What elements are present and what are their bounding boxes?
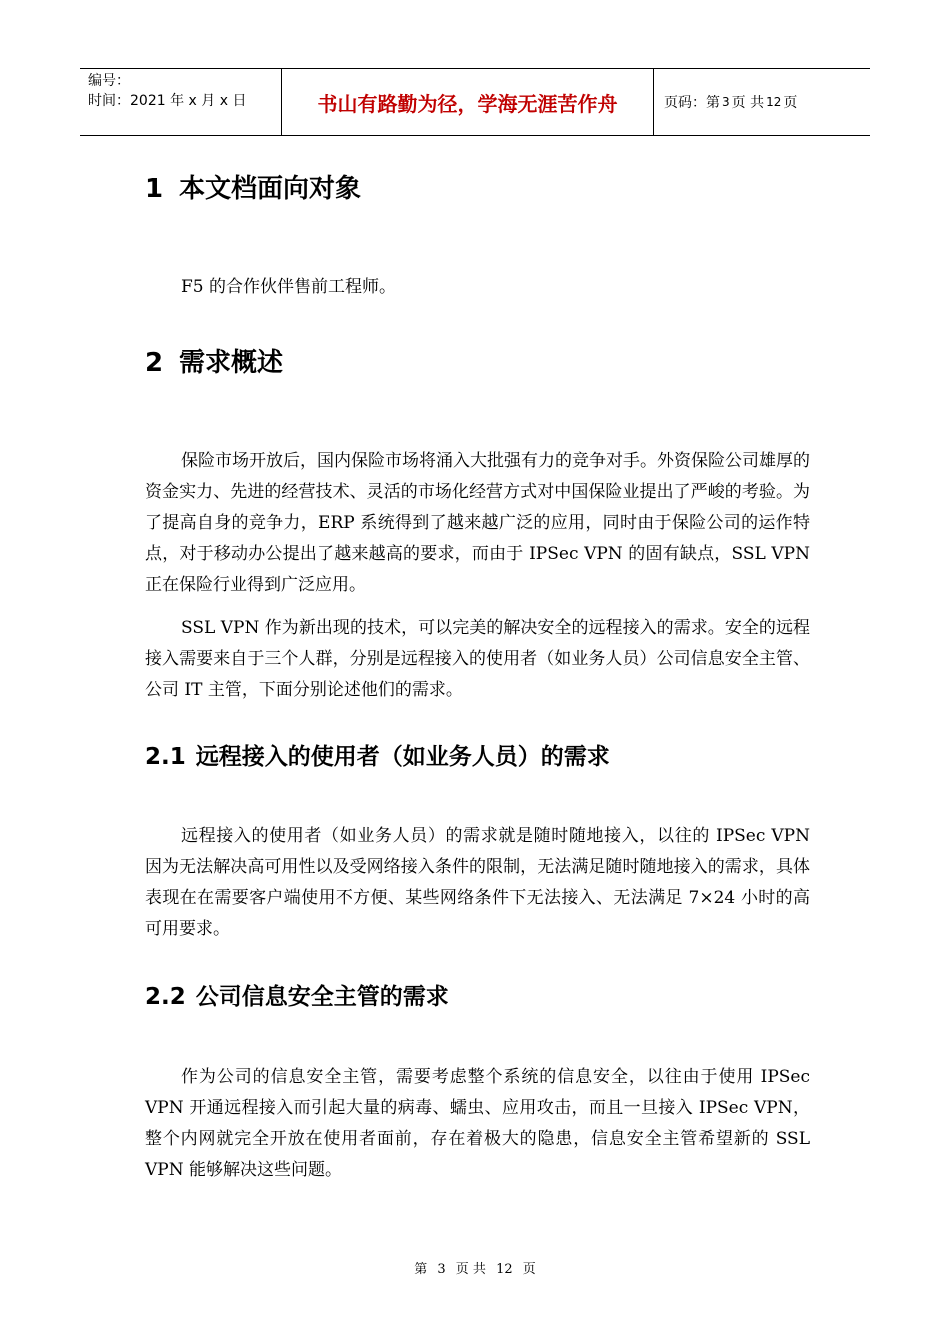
- header-page-total: 12: [766, 95, 782, 109]
- footer-page-total: 12: [496, 1262, 513, 1277]
- header-meta-cell: [80, 69, 282, 135]
- paragraph: 保险市场开放后，国内保险市场将涌入大批强有力的竞争对手。外资保险公司雄厚的资金实力、先进的经营技术、灵活的市场化经营方式对中国保险业提出了严峻的考验。为了提高自身的竞争力，ERP 系统得到了越来越广泛的应用，同时由于保险公司的运作特点，对于移动办公提出了越来越高的要求，而由于 IPSec VPN 的固有缺点，SSL VPN 正在保险行业得到广泛应用。: [145, 451, 810, 595]
- section-number: 2.1: [145, 744, 186, 770]
- header-page-current: 3: [722, 95, 730, 109]
- footer-prefix: 第: [414, 1262, 428, 1277]
- footer-mid: 页 共: [455, 1262, 486, 1277]
- paragraph: 作为公司的信息安全主管，需要考虑整个系统的信息安全，以往由于使用 IPSec VPN 开通远程接入而引起大量的病毒、蠕虫、应用攻击，而且一旦接入 IPSec VPN，整个内网就完全开放在使用者面前，存在着极大的隐患，信息安全主管希望新的 SSL VPN 能够解决这些问题。: [145, 1067, 810, 1180]
- section-title: 本文档面向对象: [179, 174, 362, 204]
- header-page-info: [654, 69, 870, 135]
- footer-page-current: 3: [437, 1262, 446, 1277]
- header-page-suffix: 页: [783, 95, 798, 111]
- section-heading-2-2: [145, 978, 449, 1011]
- footer-suffix: 页: [522, 1262, 536, 1277]
- section-title: 公司信息安全主管的需求: [195, 984, 449, 1010]
- section-title: 需求概述: [179, 348, 284, 378]
- page-header-table: [80, 68, 870, 136]
- document-time-label: 时间：2021 年 x 月 x 日: [88, 93, 247, 109]
- section-number: 2: [145, 348, 164, 378]
- section-title: 远程接入的使用者（如业务人员）的需求: [195, 744, 610, 770]
- section-heading-2-1: [145, 738, 610, 771]
- section-heading-2: [145, 342, 283, 379]
- paragraph: F5 的合作伙伴售前工程师。: [181, 277, 397, 297]
- section-number: 1: [145, 174, 164, 204]
- header-motto: 书山有路勤为径，学海无涯苦作舟: [282, 69, 654, 135]
- section-heading-1: [145, 168, 361, 205]
- paragraph: 远程接入的使用者（如业务人员）的需求就是随时随地接入，以往的 IPSec VPN 因为无法解决高可用性以及受网络接入条件的限制，无法满足随时随地接入的需求，具体表现在在需要客户端使用不方便、某些网络条件下无法接入、无法满足 7×24 小时的高可用要求。: [145, 826, 810, 939]
- header-page-prefix: 页码：第: [664, 95, 720, 111]
- page-footer: [0, 1258, 950, 1277]
- document-number-label: 编号：: [88, 73, 130, 89]
- paragraph: SSL VPN 作为新出现的技术，可以完美的解决安全的远程接入的需求。安全的远程接入需要来自于三个人群，分别是远程接入的使用者（如业务人员）公司信息安全主管、公司 IT 主管，下面分别论述他们的需求。: [145, 618, 810, 700]
- header-page-mid: 页 共: [731, 95, 765, 111]
- section-number: 2.2: [145, 984, 186, 1010]
